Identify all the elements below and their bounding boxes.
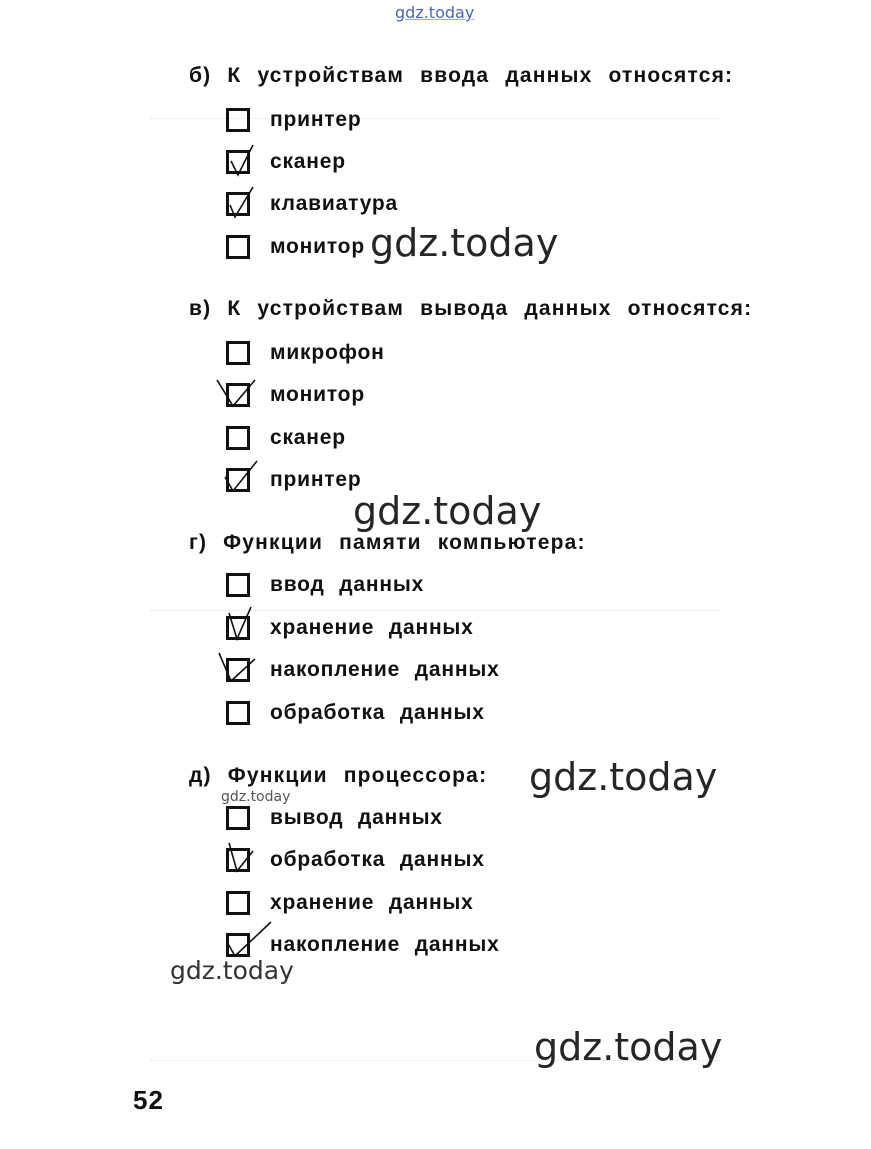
checkbox-empty[interactable] — [226, 891, 250, 915]
option-v-1[interactable] — [226, 338, 385, 368]
watermark: gdz.today — [353, 489, 542, 533]
option-v-2[interactable] — [226, 380, 365, 410]
checkbox-checked[interactable] — [226, 658, 250, 682]
checkbox-empty[interactable] — [226, 426, 250, 450]
option-d-1[interactable] — [226, 803, 443, 833]
checkbox-checked[interactable] — [226, 616, 250, 640]
check-mark-icon — [219, 181, 259, 225]
checkbox-checked[interactable] — [226, 150, 250, 174]
checkbox-empty[interactable] — [226, 573, 250, 597]
option-label: хранение данных — [270, 616, 474, 639]
check-mark-icon — [219, 605, 259, 649]
watermark: gdz.today — [534, 1025, 723, 1069]
question-d: д) Функции процессора: — [189, 764, 488, 787]
checkbox-empty[interactable] — [226, 701, 250, 725]
option-label: накопление данных — [270, 658, 500, 681]
watermark: gdz.today — [529, 755, 718, 799]
check-mark-icon — [219, 837, 259, 881]
option-label: ввод данных — [270, 573, 425, 596]
option-g-1[interactable] — [226, 570, 424, 600]
watermark: gdz.today — [370, 221, 559, 265]
option-label: монитор — [270, 235, 365, 258]
option-label: обработка данных — [270, 848, 485, 871]
question-b: б) К устройствам ввода данных относятся: — [189, 64, 734, 87]
page-number: 52 — [133, 1085, 164, 1115]
option-b-3[interactable] — [226, 189, 398, 219]
checkbox-empty[interactable] — [226, 806, 250, 830]
option-label: клавиатура — [270, 192, 399, 215]
option-b-1[interactable] — [226, 105, 362, 135]
option-label: микрофон — [270, 341, 385, 364]
option-label: вывод данных — [270, 806, 443, 829]
watermark-top: gdz.today — [395, 3, 475, 22]
check-mark-icon — [219, 457, 259, 501]
checkbox-empty[interactable] — [226, 341, 250, 365]
option-label: накопление данных — [270, 933, 500, 956]
option-d-2[interactable] — [226, 845, 485, 875]
option-label: принтер — [270, 468, 362, 491]
option-label: сканер — [270, 426, 346, 449]
option-b-2[interactable] — [226, 147, 346, 177]
option-label: монитор — [270, 383, 365, 406]
option-b-4[interactable] — [226, 232, 365, 262]
check-mark-icon — [219, 647, 259, 691]
checkbox-empty[interactable] — [226, 235, 250, 259]
checkbox-checked[interactable] — [226, 192, 250, 216]
option-label: принтер — [270, 108, 362, 131]
checkbox-checked[interactable] — [226, 848, 250, 872]
checkbox-checked[interactable] — [226, 933, 250, 957]
checkbox-empty[interactable] — [226, 108, 250, 132]
watermark: gdz.today — [170, 956, 294, 985]
checkbox-checked[interactable] — [226, 383, 250, 407]
watermark: gdz.today — [221, 789, 291, 805]
option-label: сканер — [270, 150, 346, 173]
option-label: обработка данных — [270, 701, 485, 724]
option-v-4[interactable] — [226, 465, 362, 495]
option-label: хранение данных — [270, 891, 474, 914]
option-v-3[interactable] — [226, 423, 346, 453]
option-d-3[interactable] — [226, 888, 474, 918]
option-g-4[interactable] — [226, 698, 485, 728]
checkbox-checked[interactable] — [226, 468, 250, 492]
check-mark-icon — [219, 372, 259, 416]
question-v: в) К устройствам вывода данных относятся: — [189, 297, 753, 320]
question-g: г) Функции памяти компьютера: — [189, 531, 586, 554]
option-g-3[interactable] — [226, 655, 500, 685]
check-mark-icon — [219, 139, 259, 183]
option-g-2[interactable] — [226, 613, 474, 643]
